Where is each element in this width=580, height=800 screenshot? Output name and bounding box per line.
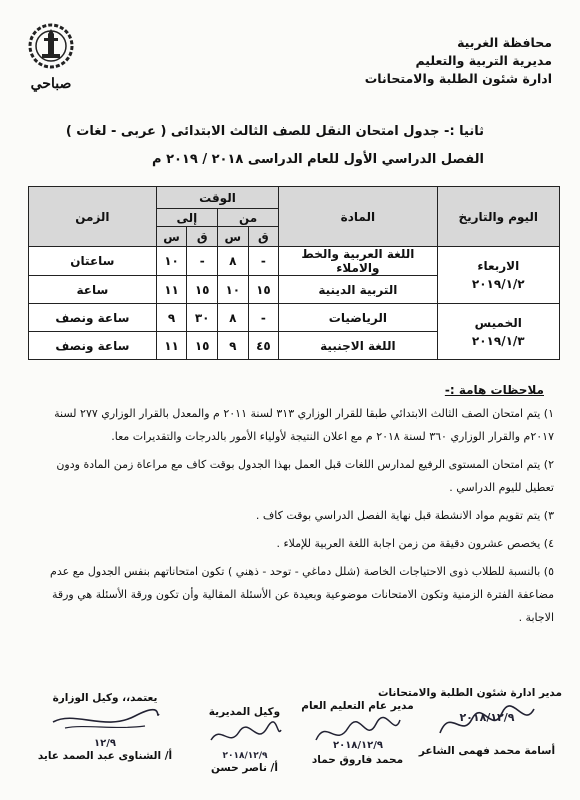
note-item: ٢) يتم امتحان المستوى الرفيع لمدارس اللغات قبل العمل بهذا الجدول بوقت كاف مع مراعاة زمن المادة ودون تعطيل لليوم الدراسي . — [56, 458, 554, 494]
signature-role: مدير عام التعليم العام — [301, 700, 414, 712]
note-item: ٥) بالنسبة للطلاب ذوى الاحتياجات الخاصة (شلل دماغي - توحد - ذهني ) تكون امتحاناتهم بنفس الجدول مع عدم مضاعفة الفترة الزمنية وتكون الامتحانات موضوعية وبعيدة عن الأسئلة المقالية وأن تكون ورقة الأسئلة هي ورقة الاجابة . — [50, 565, 554, 624]
note-item: ١) يتم امتحان الصف الثالث الابتدائي طبقا للقرار الوزاري ٣١٣ لسنة ٢٠١١ م والمعدل بالقرار الوزاري ٢٧٧ لسنة ٢٠١٧م والقرار الوزاري ٣٦٠ لسنة ٢٠١٨ م مع اعلان النتيجة لأولياء الأمور بالدرجات والتقديرات معا. — [54, 407, 554, 443]
note-item: ٤) يخصص عشرون دقيقة من زمن اجابة اللغة العربية للإملاء . — [276, 537, 554, 550]
header-time: الوقت — [156, 187, 278, 209]
schedule-subtitle: الفصل الدراسي الأول للعام الدراسى ٢٠١٨ / ٢٠١٩ م — [152, 152, 484, 167]
signature-role: يعتمد،، وكيل الوزارة — [52, 692, 158, 704]
subject-cell: اللغة العربية والخط والاملاء — [279, 247, 437, 276]
from-q-cell: - — [248, 247, 279, 276]
signature-date: ٢٠١٨/١٢/٩ — [459, 711, 515, 724]
to-q-cell: ٣٠ — [187, 304, 218, 332]
governorate-logo — [20, 22, 82, 92]
directorate-name: مديرية التربية والتعليم — [415, 53, 552, 68]
header-to: إلى — [156, 209, 217, 227]
signature-role: مدير ادارة شئون الطلبة والامتحانات — [377, 687, 562, 699]
header-duration: الزمن — [29, 187, 157, 247]
header-from-s: س — [217, 227, 248, 247]
duration-cell: ساعة ونصف — [29, 332, 157, 360]
exam-schedule-table — [28, 186, 560, 360]
header-date: اليوم والتاريخ — [437, 187, 559, 247]
signature-date: ١٢/٩ — [94, 738, 116, 749]
day-name: الاربعاء — [477, 259, 520, 273]
governorate-seal-icon — [27, 22, 75, 70]
header-from: من — [217, 209, 278, 227]
handwritten-signature-icon — [310, 712, 405, 754]
header-to-s: س — [156, 227, 187, 247]
from-q-cell: - — [248, 304, 279, 332]
to-s-cell: ١١ — [156, 276, 187, 304]
signature-block — [197, 706, 292, 774]
table-row — [29, 304, 560, 332]
signature-date: ٢٠١٨/١٢/٩ — [221, 751, 268, 761]
handwritten-signature-icon — [45, 704, 165, 750]
from-s-cell: ٨ — [217, 247, 248, 276]
signature-name: أ/ الشناوى عبد الصمد عايد — [37, 750, 173, 762]
header-from-q: ق — [248, 227, 279, 247]
notes-list — [24, 402, 554, 634]
table-header-row — [29, 187, 560, 209]
day-date: ٢٠١٩/١/٢ — [471, 277, 525, 291]
duration-cell: ساعة — [29, 276, 157, 304]
to-q-cell: ١٥ — [187, 276, 218, 304]
governorate-name: محافظة الغربية — [457, 35, 552, 50]
duration-cell: ساعتان — [29, 247, 157, 276]
subject-cell: الرياضيات — [279, 304, 437, 332]
header-to-q: ق — [187, 227, 218, 247]
from-s-cell: ٨ — [217, 304, 248, 332]
from-s-cell: ١٠ — [217, 276, 248, 304]
signature-block — [300, 700, 415, 766]
document-header — [292, 34, 552, 88]
signature-role: وكيل المديرية — [208, 706, 281, 718]
note-item: ٣) يتم تقويم مواد الانشطة قبل نهاية الفصل الدراسي بوقت كاف . — [255, 509, 554, 522]
duration-cell: ساعة ونصف — [29, 304, 157, 332]
to-s-cell: ١٠ — [156, 247, 187, 276]
signature-name: محمد فاروق حماد — [311, 754, 404, 766]
department-name: ادارة شئون الطلبة والامتحانات — [364, 71, 552, 86]
handwritten-signature-icon — [205, 718, 285, 762]
from-q-cell: ١٥ — [248, 276, 279, 304]
table-row — [29, 247, 560, 276]
subject-cell: اللغة الاجنبية — [279, 332, 437, 360]
to-q-cell: ١٥ — [187, 332, 218, 360]
to-s-cell: ٩ — [156, 304, 187, 332]
notes-title: ملاحظات هامة :- — [444, 383, 544, 397]
signature-date: ٢٠١٨/١٢/٩ — [332, 740, 384, 751]
header-subject: المادة — [279, 187, 437, 247]
day-cell — [437, 304, 559, 360]
signature-name: أسامة محمد فهمى الشاعر — [418, 745, 556, 757]
signature-name: أ/ ناصر حسن — [210, 762, 278, 774]
from-s-cell: ٩ — [217, 332, 248, 360]
to-s-cell: ١١ — [156, 332, 187, 360]
to-q-cell: - — [187, 247, 218, 276]
schedule-title: ثانيا :- جدول امتحان النقل للصف الثالث الابتدائى ( عربى - لغات ) — [65, 124, 484, 139]
handwritten-signature-icon — [432, 699, 542, 745]
subject-cell: التربية الدينية — [279, 276, 437, 304]
day-name: الخميس — [474, 315, 522, 330]
day-date: ٢٠١٩/١/٣ — [471, 333, 525, 348]
logo-text: صباحي — [30, 76, 72, 92]
signature-block — [25, 692, 185, 762]
signature-block — [377, 687, 562, 757]
from-q-cell: ٤٥ — [248, 332, 279, 360]
day-cell — [437, 247, 559, 304]
